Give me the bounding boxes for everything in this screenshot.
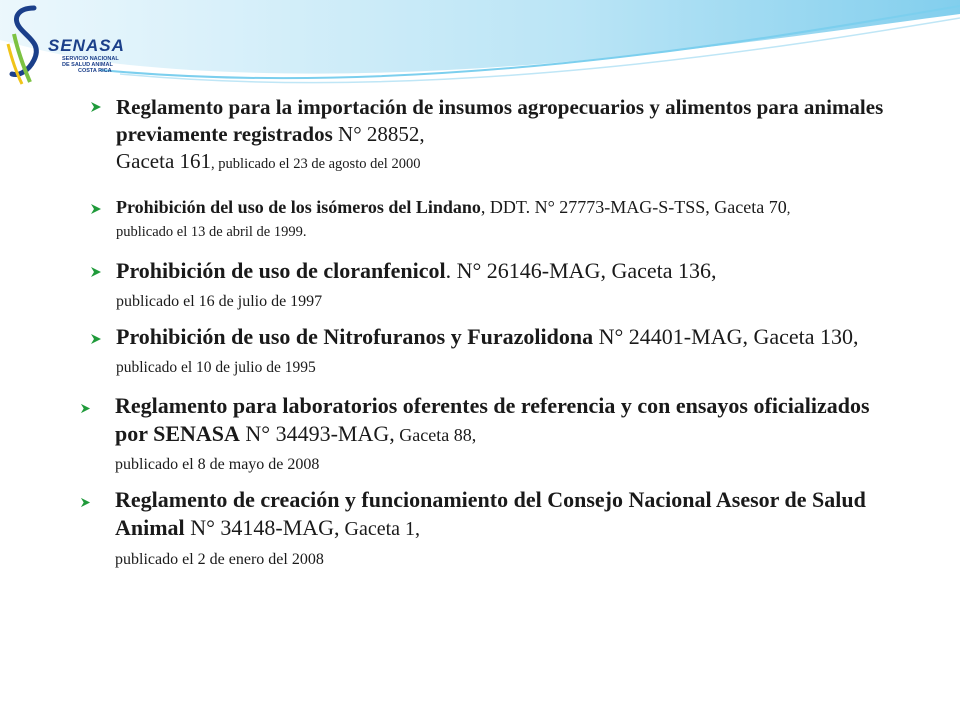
bullet-decree: N° 34148-MAG, [184, 515, 340, 541]
logo-subtitle: DE SALUD ANIMAL [62, 62, 113, 68]
bullet-gazette: Gaceta 1, [339, 518, 421, 541]
bullet-decree: N° 34493-MAG, [239, 421, 395, 447]
header-swoosh [0, 0, 960, 100]
arrow-bullet-icon [90, 266, 102, 278]
arrow-bullet-icon [90, 203, 102, 215]
bullet-gazette: Gaceta 70 [709, 197, 787, 217]
bullet-title: Prohibición de uso de Nitrofuranos y Furazolidona [116, 324, 594, 349]
bullet-gazette: Gaceta 161 [116, 148, 212, 173]
logo-subtitle: SERVICIO NACIONAL [62, 56, 119, 62]
bullet-decree: N° 28852, [332, 121, 425, 146]
bullet-decree: , DDT. N° 27773-MAG-S-TSS, [480, 197, 710, 217]
logo-subtitle: COSTA RICA [78, 68, 112, 74]
arrow-bullet-icon [80, 497, 91, 508]
arrow-bullet-icon [80, 403, 91, 414]
bullet-decree: . N° 26146-MAG, Gaceta 136, [445, 258, 717, 283]
bullet-published: publicado el 2 de enero del 2008 [115, 550, 324, 568]
arrow-bullet-icon [90, 333, 102, 345]
bullet-gazette: Gaceta 88, [394, 425, 477, 446]
bullet-published: publicado el 10 de julio de 1995 [116, 359, 316, 377]
logo-wordmark: SENASA [48, 36, 125, 55]
bullet-published: , publicado el 23 de agosto del 2000 [211, 155, 421, 172]
bullet-decree: N° 24401-MAG, Gaceta 130, [593, 324, 859, 349]
bullet-title: Prohibición del uso de los isómeros del Lindano [116, 197, 481, 217]
bullet-title: Reglamento para la importación de insumos agropecuarios y alimentos para animales previamente registrados [116, 95, 884, 146]
bullet-published: publicado el 16 de julio de 1997 [116, 293, 323, 311]
senasa-logo [4, 4, 124, 86]
bullet-title: Reglamento de creación y funcionamiento del Consejo Nacional Asesor de Salud Animal [115, 487, 866, 541]
bullet-published: publicado el 8 de mayo de 2008 [115, 456, 320, 474]
bullet-title: Reglamento para laboratorios oferentes de referencia y con ensayos oficializados por SENASA [115, 393, 870, 447]
bullet-title: Prohibición de uso de cloranfenicol [116, 258, 446, 283]
bullet-published: , publicado el 13 de abril de 1999. [116, 201, 791, 241]
arrow-bullet-icon [90, 101, 102, 113]
